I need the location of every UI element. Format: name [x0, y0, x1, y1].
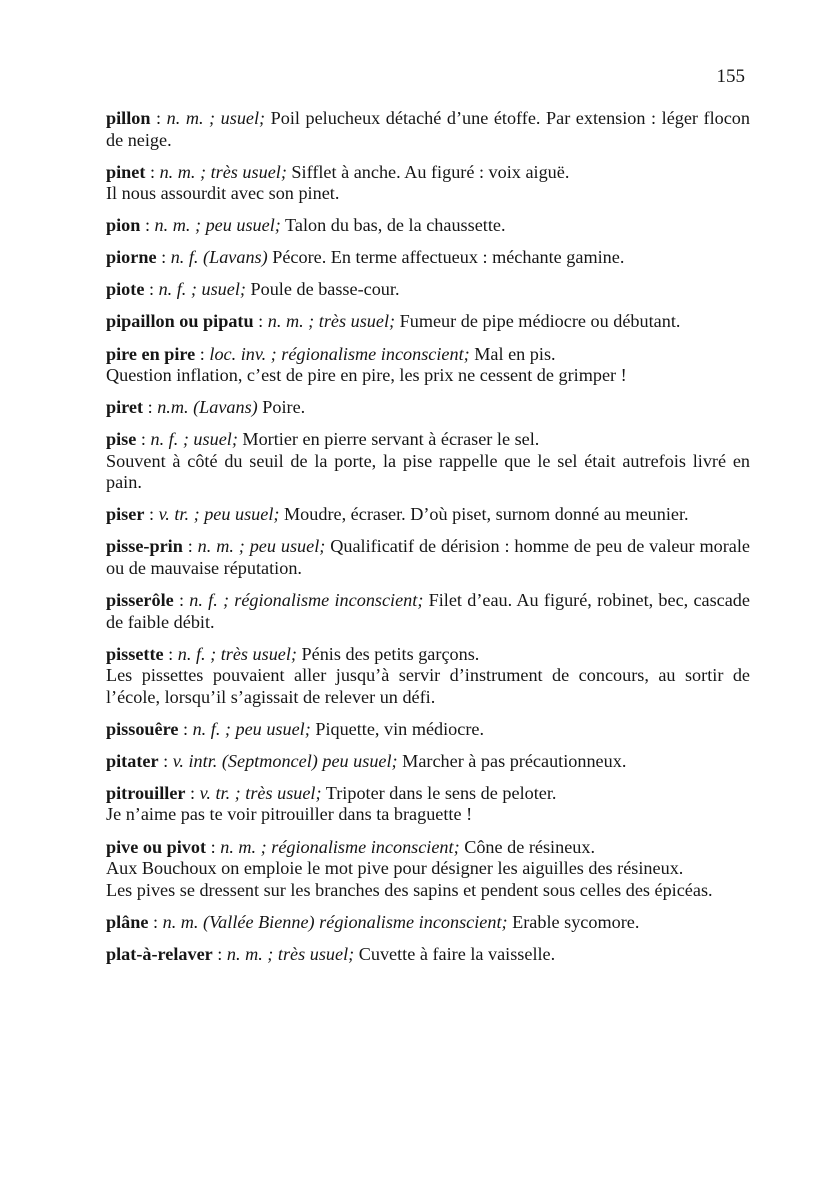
entry-definition: Erable sycomore. — [507, 911, 640, 932]
entry-headword: pion — [106, 215, 141, 236]
entry-grammar: v. tr. ; très usuel; — [199, 782, 322, 803]
dictionary-entry — [106, 279, 750, 301]
dictionary-entry — [106, 536, 750, 579]
entry-definition: Pécore. En terme affectueux : méchante gamine. — [267, 247, 625, 268]
entry-definition: Mal en pis. — [469, 343, 556, 364]
entry-example: Aux Bouchoux on emploie le mot pive pour désigner les aiguilles des résineux. — [106, 858, 684, 878]
entry-headword: pive ou pivot — [106, 836, 207, 857]
entry-grammar: n. f. ; très usuel; — [177, 643, 297, 664]
entry-headword: pisse-prin — [106, 536, 183, 557]
entry-example: Question inflation, c’est de pire en pire, les prix ne cessent de grimper ! — [106, 365, 627, 386]
entry-separator: : — [178, 718, 193, 739]
dictionary-entry — [106, 247, 750, 269]
entry-grammar: n. m. ; très usuel; — [226, 943, 355, 964]
entry-definition: Talon du bas, de la chaussette. — [280, 215, 506, 236]
entry-separator: : — [182, 536, 198, 557]
entry-headword: piote — [106, 279, 145, 300]
entry-headword: plat-à-relaver — [106, 943, 213, 964]
entry-grammar: n. m. ; peu usuel; — [154, 215, 281, 236]
entry-separator: : — [206, 836, 221, 857]
entry-separator: : — [195, 343, 210, 364]
entry-grammar: n. f. (Lavans) — [170, 247, 268, 268]
entry-definition: Pénis des petits garçons. — [296, 643, 480, 664]
entry-separator: : — [140, 215, 155, 236]
entry-example: Il nous assourdit avec son pinet. — [106, 183, 340, 204]
entry-definition: Fumeur de pipe médiocre ou débutant. — [395, 311, 681, 332]
entry-definition-line — [106, 783, 750, 805]
entry-definition: Qualificatif de dérision : homme de peu de valeur morale ou de mauvaise réputation. — [106, 536, 750, 578]
entry-grammar: v. tr. ; peu usuel; — [158, 504, 280, 525]
entry-grammar: n. m. ; peu usuel; — [197, 536, 326, 557]
dictionary-entry — [106, 429, 750, 494]
entry-headword: piorne — [106, 247, 157, 268]
entry-definition-line — [106, 162, 750, 184]
entry-headword: plâne — [106, 911, 149, 932]
entry-separator: : — [158, 750, 173, 771]
entry-separator: : — [144, 504, 159, 525]
entry-example: Les pives se dressent sur les branches des sapins et pendent sous celles des épicéas. — [106, 879, 713, 900]
entry-headword: pise — [106, 429, 137, 450]
dictionary-entry — [106, 837, 750, 902]
entry-separator: : — [145, 161, 160, 182]
entry-example: Les pissettes pouvaient aller jusqu’à servir d’instrument de concours, au sortir de l’école, lorsqu’il s’agissait de relever un défi. — [106, 665, 750, 707]
dictionary-entry — [106, 215, 750, 237]
entry-definition: Marcher à pas précautionneux. — [397, 750, 627, 771]
dictionary-entry — [106, 504, 750, 526]
entry-definition: Poire. — [257, 397, 306, 418]
entry-headword: pinet — [106, 161, 146, 182]
entry-definition-line — [106, 247, 750, 269]
entry-example: Je n’aime pas te voir pitrouiller dans ta braguette ! — [106, 804, 473, 825]
dictionary-entry — [106, 590, 750, 633]
entry-separator: : — [150, 108, 167, 128]
entry-definition: Cuvette à faire la vaisselle. — [354, 943, 556, 964]
entry-separator: : — [136, 429, 151, 450]
entry-definition-line — [106, 644, 750, 666]
entry-definition-line — [106, 504, 750, 526]
dictionary-entry — [106, 751, 750, 773]
entry-grammar: n. f. ; régionalisme inconscient; — [189, 590, 424, 611]
entry-separator: : — [143, 397, 158, 418]
entry-headword: pissouêre — [106, 718, 179, 739]
entry-definition: Moudre, écraser. D’où piset, surnom donné au meunier. — [279, 504, 689, 525]
entry-separator: : — [173, 590, 190, 611]
dictionary-entry — [106, 162, 750, 205]
entry-definition-line — [106, 590, 750, 633]
entry-definition-line — [106, 429, 750, 451]
entry-definition-line — [106, 751, 750, 773]
entry-headword: piret — [106, 397, 144, 418]
entry-definition: Mortier en pierre servant à écraser le sel. — [237, 429, 540, 450]
entry-definition-line — [106, 311, 750, 333]
entry-grammar: n. f. ; usuel; — [150, 429, 238, 450]
entry-definition-line — [106, 912, 750, 934]
entry-grammar: n. m. ; usuel; — [166, 108, 266, 128]
entry-separator: : — [156, 247, 171, 268]
entry-definition: Sifflet à anche. Au figuré : voix aiguë. — [286, 161, 570, 182]
entry-grammar: n. m. ; très usuel; — [267, 311, 396, 332]
dictionary-entry — [106, 912, 750, 934]
entry-definition-line — [106, 536, 750, 579]
entry-headword: pissette — [106, 643, 164, 664]
entry-separator: : — [185, 782, 200, 803]
entry-definition: Piquette, vin médiocre. — [310, 718, 485, 739]
dictionary-entry — [106, 108, 750, 151]
entry-grammar: v. intr. (Septmoncel) peu usuel; — [172, 750, 398, 771]
entry-definition-line — [106, 397, 750, 419]
entry-definition: Tripoter dans le sens de peloter. — [321, 782, 557, 803]
entry-headword: pipaillon ou pipatu — [106, 311, 254, 332]
dictionary-entry — [106, 644, 750, 709]
entry-grammar: loc. inv. ; régionalisme inconscient; — [209, 343, 470, 364]
entry-definition-line — [106, 837, 750, 859]
entry-example: Souvent à côté du seuil de la porte, la pise rappelle que le sel était autrefois livré en pain. — [106, 450, 750, 493]
entry-headword: pire en pire — [106, 343, 196, 364]
entry-definition-line — [106, 108, 750, 151]
page-number: 155 — [716, 66, 745, 87]
entry-grammar: n. m. ; très usuel; — [159, 161, 287, 182]
entry-definition: Poil pelucheux détaché d’une étoffe. Par extension : léger flocon de neige. — [106, 108, 750, 150]
entry-definition-line — [106, 719, 750, 741]
entry-grammar: n. f. ; usuel; — [158, 279, 246, 300]
entry-definition-line — [106, 344, 750, 366]
entry-grammar: n. m. (Vallée Bienne) régionalisme inconscient; — [162, 911, 508, 932]
entry-separator: : — [144, 279, 159, 300]
entry-separator: : — [212, 943, 227, 964]
dictionary-entry — [106, 311, 750, 333]
entry-headword: pisserôle — [106, 590, 174, 611]
entry-separator: : — [148, 911, 163, 932]
entry-grammar: n. m. ; régionalisme inconscient; — [220, 836, 460, 857]
entry-definition: Cône de résineux. — [459, 836, 595, 857]
dictionary-entry — [106, 783, 750, 826]
dictionary-entry — [106, 944, 750, 966]
entry-separator: : — [163, 643, 178, 664]
entry-definition-line — [106, 279, 750, 301]
entry-list — [106, 108, 750, 976]
dictionary-entry — [106, 344, 750, 387]
entry-headword: pitater — [106, 750, 159, 771]
entry-headword: pillon — [106, 108, 151, 128]
entry-headword: pitrouiller — [106, 782, 186, 803]
entry-headword: piser — [106, 504, 145, 525]
entry-grammar: n. f. ; peu usuel; — [192, 718, 311, 739]
dictionary-entry — [106, 719, 750, 741]
dictionary-entry — [106, 397, 750, 419]
entry-definition-line — [106, 944, 750, 966]
entry-separator: : — [253, 311, 268, 332]
entry-definition: Filet d’eau. Au figuré, robinet, bec, cascade de faible débit. — [106, 590, 750, 632]
entry-definition: Poule de basse-cour. — [245, 279, 400, 300]
entry-definition-line — [106, 215, 750, 237]
entry-grammar: n.m. (Lavans) — [157, 397, 258, 418]
